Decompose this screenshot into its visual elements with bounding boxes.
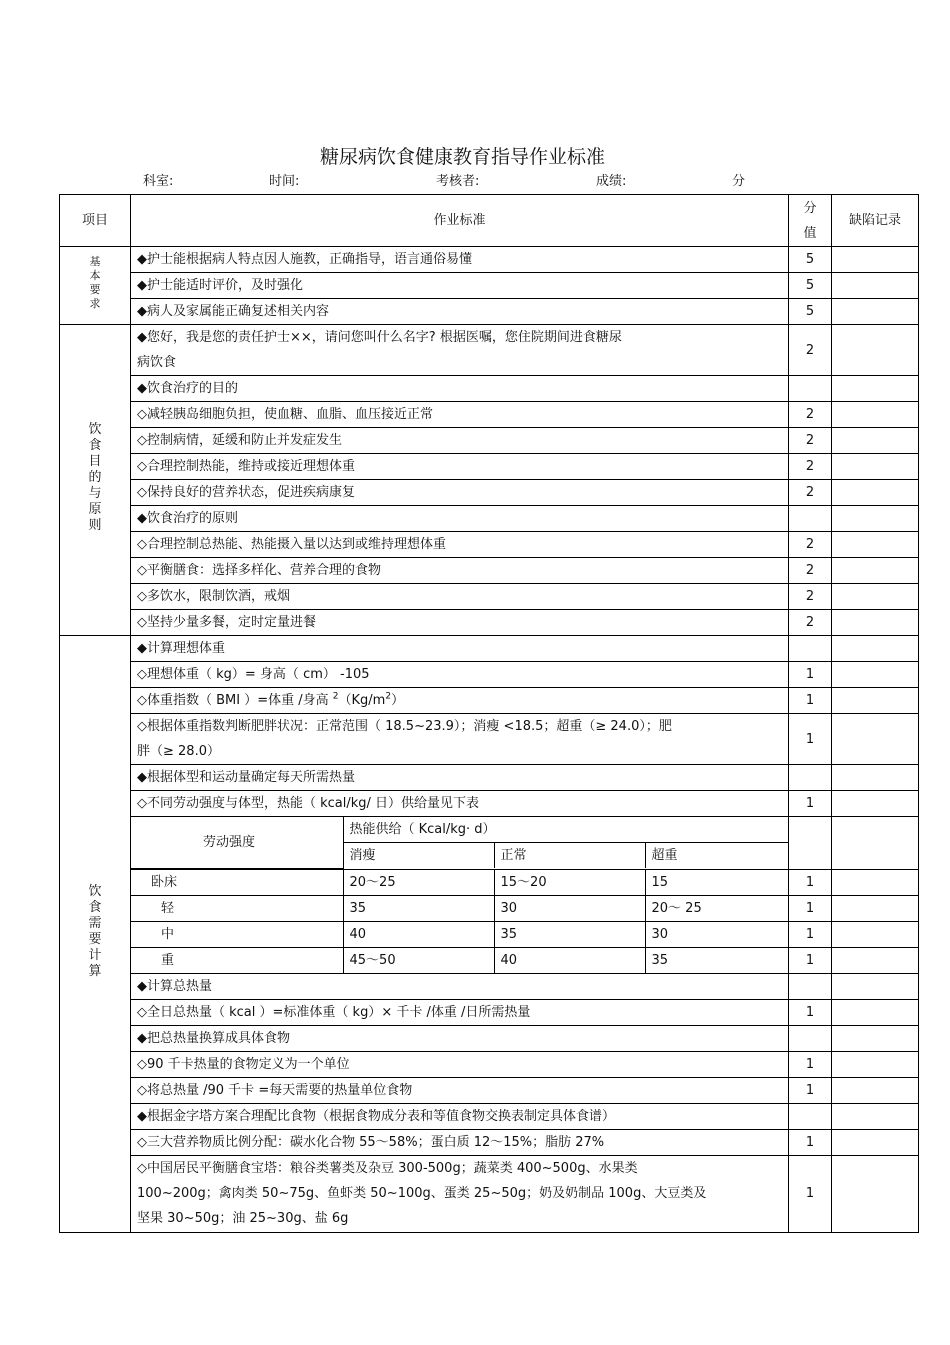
table-row bbox=[60, 765, 919, 791]
table-row bbox=[60, 610, 919, 636]
score-value bbox=[789, 376, 832, 402]
energy-col-header: 消瘦 bbox=[343, 843, 494, 869]
standard-text: ◆把总热量换算成具体食物 bbox=[131, 1025, 789, 1051]
defect-cell[interactable] bbox=[832, 662, 919, 688]
score-value: 1 bbox=[789, 1051, 832, 1077]
standard-text: ◇中国居民平衡膳食宝塔：粮谷类薯类及杂豆 300-500g；蔬菜类 400~500g、水果类 100~200g；禽肉类 50~75g、鱼虾类 50~100g、蛋类 25~50g；奶及奶制品 100g、大豆类及 坚果 30~50g；油 25~30g、盐 6g bbox=[131, 1155, 789, 1232]
score-value: 2 bbox=[789, 610, 832, 636]
score-value: 1 bbox=[789, 895, 832, 921]
section-calc: 饮食需要计算 bbox=[60, 636, 131, 1233]
energy-header-left: 劳动强度 bbox=[131, 817, 343, 868]
standard-text: ◆护士能根据病人特点因人施教，正确指导，语言通俗易懂 bbox=[131, 247, 789, 273]
header-defect: 缺陷记录 bbox=[832, 195, 919, 247]
energy-value: 20～25 bbox=[343, 870, 494, 895]
defect-cell[interactable] bbox=[832, 325, 919, 376]
defect-cell[interactable] bbox=[832, 791, 919, 817]
time-label: 时间: bbox=[269, 174, 300, 189]
defect-cell[interactable] bbox=[832, 636, 919, 662]
defect-cell[interactable] bbox=[832, 506, 919, 532]
dept-label: 科室: bbox=[143, 174, 174, 189]
defect-cell[interactable] bbox=[832, 1155, 919, 1232]
table-row bbox=[60, 869, 919, 895]
energy-row bbox=[131, 947, 789, 973]
standard-text: ◇坚持少量多餐，定时定量进餐 bbox=[131, 610, 789, 636]
defect-cell[interactable] bbox=[832, 428, 919, 454]
energy-header-top: 热能供给（ Kcal/kg· d） bbox=[343, 817, 788, 843]
energy-row bbox=[131, 869, 789, 895]
standard-text: ◆计算总热量 bbox=[131, 973, 789, 999]
defect-cell[interactable] bbox=[832, 1077, 919, 1103]
defect-cell[interactable] bbox=[832, 714, 919, 765]
score-value: 5 bbox=[789, 247, 832, 273]
table-row bbox=[60, 558, 919, 584]
energy-value: 15～20 bbox=[494, 870, 645, 895]
score-value: 1 bbox=[789, 999, 832, 1025]
energy-table-header bbox=[131, 817, 789, 870]
defect-cell[interactable] bbox=[832, 402, 919, 428]
table-row bbox=[60, 480, 919, 506]
section-basic: 基本要求 bbox=[60, 247, 131, 325]
standard-text: ◇根据体重指数判断肥胖状况：正常范围（ 18.5~23.9）；消瘦 <18.5；超重（≥ 24.0）；肥 胖（≥ 28.0） bbox=[131, 714, 789, 765]
score-value: 5 bbox=[789, 273, 832, 299]
score-value bbox=[789, 506, 832, 532]
standard-text: ◇合理控制总热能、热能摄入量以达到或维持理想体重 bbox=[131, 532, 789, 558]
table-row bbox=[60, 714, 919, 765]
table-row bbox=[60, 532, 919, 558]
defect-cell[interactable] bbox=[832, 947, 919, 973]
defect-cell[interactable] bbox=[832, 895, 919, 921]
defect-cell[interactable] bbox=[832, 454, 919, 480]
defect-cell[interactable] bbox=[832, 921, 919, 947]
standard-text: ◇多饮水，限制饮酒，戒烟 bbox=[131, 584, 789, 610]
standard-text: ◇控制病情，延缓和防止并发症发生 bbox=[131, 428, 789, 454]
defect-cell[interactable] bbox=[832, 480, 919, 506]
standard-text: ◇平衡膳食：选择多样化、营养合理的食物 bbox=[131, 558, 789, 584]
table-row bbox=[60, 1077, 919, 1103]
table-row bbox=[60, 1155, 919, 1232]
standard-text: ◇减轻胰岛细胞负担，使血糖、血脂、血压接近正常 bbox=[131, 402, 789, 428]
examiner-label: 考核者: bbox=[436, 174, 480, 189]
energy-row-label: 重 bbox=[131, 948, 343, 973]
table-row bbox=[60, 973, 919, 999]
energy-row bbox=[131, 895, 789, 921]
standard-text: ◇全日总热量（ kcal ）=标准体重（ kg）× 千卡 /体重 /日所需热量 bbox=[131, 999, 789, 1025]
header-standard: 作业标准 bbox=[131, 195, 789, 247]
score-value: 1 bbox=[789, 688, 832, 714]
points-unit-label: 分 bbox=[732, 174, 746, 189]
defect-cell[interactable] bbox=[832, 558, 919, 584]
table-row bbox=[60, 506, 919, 532]
defect-cell[interactable] bbox=[832, 532, 919, 558]
energy-value: 30 bbox=[645, 922, 788, 947]
standard-text: ◆饮食治疗的原则 bbox=[131, 506, 789, 532]
section-purpose: 饮食目的与原则 bbox=[60, 325, 131, 636]
table-row bbox=[60, 895, 919, 921]
score-value bbox=[789, 817, 832, 870]
table-row bbox=[60, 325, 919, 376]
defect-cell[interactable] bbox=[832, 999, 919, 1025]
defect-cell[interactable] bbox=[832, 376, 919, 402]
score-value: 2 bbox=[789, 402, 832, 428]
score-value: 2 bbox=[789, 584, 832, 610]
table-row bbox=[60, 584, 919, 610]
table-row bbox=[60, 1103, 919, 1129]
table-row bbox=[60, 791, 919, 817]
defect-cell[interactable] bbox=[832, 817, 919, 870]
standard-text: ◇不同劳动强度与体型，热能（ kcal/kg/ 日）供给量见下表 bbox=[131, 791, 789, 817]
defect-cell[interactable] bbox=[832, 1103, 919, 1129]
defect-cell[interactable] bbox=[832, 973, 919, 999]
table-row bbox=[60, 247, 919, 273]
standard-text: ◆根据体型和运动量确定每天所需热量 bbox=[131, 765, 789, 791]
score-value: 1 bbox=[789, 714, 832, 765]
table-row bbox=[60, 636, 919, 662]
energy-row-label: 轻 bbox=[131, 896, 343, 921]
energy-value: 35 bbox=[343, 896, 494, 921]
defect-cell[interactable] bbox=[832, 1025, 919, 1051]
score-value bbox=[789, 765, 832, 791]
table-row bbox=[60, 299, 919, 325]
energy-value: 30 bbox=[494, 896, 645, 921]
score-value: 2 bbox=[789, 480, 832, 506]
score-value: 1 bbox=[789, 791, 832, 817]
table-row bbox=[60, 921, 919, 947]
page-title: 糖尿病饮食健康教育指导作业标准 bbox=[319, 146, 605, 168]
score-value: 1 bbox=[789, 1155, 832, 1232]
table-row bbox=[60, 1051, 919, 1077]
table-row bbox=[60, 662, 919, 688]
defect-cell[interactable] bbox=[832, 765, 919, 791]
table-row bbox=[60, 454, 919, 480]
table-row bbox=[60, 376, 919, 402]
energy-value: 35 bbox=[494, 922, 645, 947]
standards-table bbox=[59, 194, 919, 1233]
energy-col-header: 超重 bbox=[645, 843, 788, 869]
defect-cell[interactable] bbox=[832, 584, 919, 610]
score-value: 1 bbox=[789, 921, 832, 947]
energy-row-label: 中 bbox=[131, 922, 343, 947]
energy-value: 40 bbox=[343, 922, 494, 947]
energy-value: 20～ 25 bbox=[645, 896, 788, 921]
energy-col-header: 正常 bbox=[494, 843, 645, 869]
score-value: 2 bbox=[789, 454, 832, 480]
energy-row-label: 卧床 bbox=[131, 870, 343, 895]
standard-text: ◆护士能适时评价，及时强化 bbox=[131, 273, 789, 299]
standard-text: ◇将总热量 /90 千卡 =每天需要的热量单位食物 bbox=[131, 1077, 789, 1103]
score-value: 5 bbox=[789, 299, 832, 325]
energy-value: 45～50 bbox=[343, 948, 494, 973]
standard-text: ◇三大营养物质比例分配：碳水化合物 55～58%；蛋白质 12～15%；脂肪 27% bbox=[131, 1129, 789, 1155]
header-score: 分 值 bbox=[789, 195, 832, 247]
energy-row bbox=[131, 921, 789, 947]
standard-text: ◆您好，我是您的责任护士××，请问您叫什么名字? 根据医嘱，您住院期间进食糖尿 病饮食 bbox=[131, 325, 789, 376]
score-value bbox=[789, 973, 832, 999]
defect-cell[interactable] bbox=[832, 1051, 919, 1077]
standard-text: ◇合理控制热能，维持或接近理想体重 bbox=[131, 454, 789, 480]
energy-value: 15 bbox=[645, 870, 788, 895]
standard-text: ◇理想体重（ kg）= 身高（ cm） -105 bbox=[131, 662, 789, 688]
defect-cell[interactable] bbox=[832, 299, 919, 325]
energy-value: 40 bbox=[494, 948, 645, 973]
score-value: 1 bbox=[789, 869, 832, 895]
defect-cell[interactable] bbox=[832, 869, 919, 895]
score-value: 2 bbox=[789, 532, 832, 558]
standard-text: ◆根据金字塔方案合理配比食物（根据食物成分表和等值食物交换表制定具体食谱） bbox=[131, 1103, 789, 1129]
table-row bbox=[60, 999, 919, 1025]
table-row bbox=[60, 947, 919, 973]
score-value: 2 bbox=[789, 428, 832, 454]
standard-text: ◇保持良好的营养状态，促进疾病康复 bbox=[131, 480, 789, 506]
score-value: 2 bbox=[789, 325, 832, 376]
header-row bbox=[60, 195, 919, 247]
score-value: 1 bbox=[789, 1077, 832, 1103]
table-row bbox=[60, 428, 919, 454]
standard-text: ◇90 千卡热量的食物定义为一个单位 bbox=[131, 1051, 789, 1077]
defect-cell[interactable] bbox=[832, 247, 919, 273]
standard-text: ◆饮食治疗的目的 bbox=[131, 376, 789, 402]
table-row bbox=[60, 817, 919, 870]
header-item: 项目 bbox=[60, 195, 131, 247]
result-label: 成绩: bbox=[596, 174, 627, 189]
score-value bbox=[789, 1103, 832, 1129]
score-value: 1 bbox=[789, 1129, 832, 1155]
table-row bbox=[60, 402, 919, 428]
defect-cell[interactable] bbox=[832, 688, 919, 714]
energy-value: 35 bbox=[645, 948, 788, 973]
table-row bbox=[60, 273, 919, 299]
defect-cell[interactable] bbox=[832, 610, 919, 636]
standard-text: ◆计算理想体重 bbox=[131, 636, 789, 662]
defect-cell[interactable] bbox=[832, 1129, 919, 1155]
standard-text: ◇体重指数（ BMI ）=体重 /身高 $^2(Kg/m^2)$ bbox=[131, 688, 789, 714]
score-value: 2 bbox=[789, 558, 832, 584]
table-row bbox=[60, 688, 919, 714]
score-value bbox=[789, 636, 832, 662]
table-row bbox=[60, 1129, 919, 1155]
score-value: 1 bbox=[789, 662, 832, 688]
defect-cell[interactable] bbox=[832, 273, 919, 299]
table-row bbox=[60, 1025, 919, 1051]
score-value bbox=[789, 1025, 832, 1051]
score-value: 1 bbox=[789, 947, 832, 973]
standard-text: ◆病人及家属能正确复述相关内容 bbox=[131, 299, 789, 325]
